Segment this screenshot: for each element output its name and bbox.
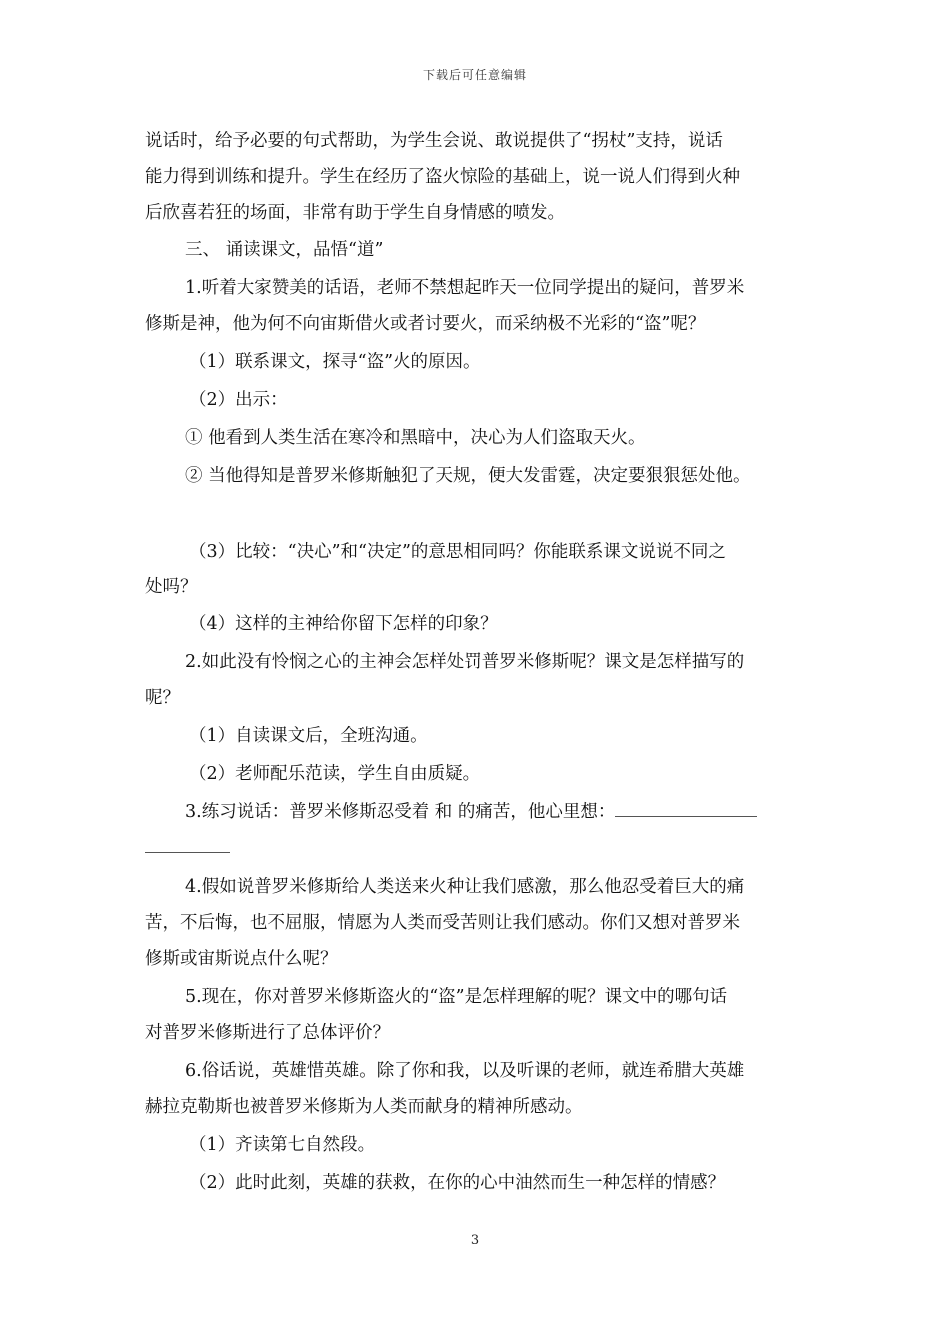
paragraph-line: （1）联系课文，探寻“盗”火的原因。 xyxy=(189,352,481,372)
paragraph-line: 苦，不后悔，也不屈服，情愿为人类而受苦则让我们感动。你们又想对普罗米 xyxy=(145,913,740,933)
paragraph-line: （2）此时此刻，英雄的获救，在你的心中油然而生一种怎样的情感？ xyxy=(189,1173,726,1193)
paragraph-line xyxy=(185,800,757,824)
paragraph-line xyxy=(145,836,230,860)
paragraph-line: 能力得到训练和提升。学生在经历了盗火惊险的基础上，说一说人们得到火种 xyxy=(145,167,740,187)
paragraph-line: （1）齐读第七自然段。 xyxy=(189,1135,376,1155)
paragraph-line: 呢？ xyxy=(145,688,180,708)
paragraph-line: ② 当他得知是普罗米修斯触犯了天规，便大发雷霆，决定要狠狠惩处他。 xyxy=(185,466,751,486)
page-header: 下载后可任意编辑 xyxy=(422,68,527,82)
section-heading: 三、 诵读课文，品悟“道” xyxy=(185,240,384,260)
paragraph-line: ① 他看到人类生活在寒冷和黑暗中，决心为人们盗取天火。 xyxy=(185,428,646,448)
paragraph-line: （3）比较：“决心”和“决定”的意思相同吗？你能联系课文说说不同之 xyxy=(189,542,726,562)
paragraph-line: 1.听着大家赞美的话语，老师不禁想起昨天一位同学提出的疑问，普罗米 xyxy=(185,278,745,298)
paragraph-line: （2）老师配乐范读，学生自由质疑。 xyxy=(189,764,481,784)
paragraph-line: 修斯是神，他为何不向宙斯借火或者讨要火，而采纳极不光彩的“盗”呢？ xyxy=(145,314,706,334)
paragraph-line: 5.现在，你对普罗米修斯盗火的“盗”是怎样理解的呢？课文中的哪句话 xyxy=(185,987,728,1007)
paragraph-line: 4.假如说普罗米修斯给人类送来火种让我们感激，那么他忍受着巨大的痛 xyxy=(185,877,745,897)
paragraph-line: （4）这样的主神给你留下怎样的印象？ xyxy=(189,614,498,634)
paragraph-line: （2）出示： xyxy=(189,390,288,410)
paragraph-line: 2.如此没有怜悯之心的主神会怎样处罚普罗米修斯呢？课文是怎样描写的 xyxy=(185,652,745,672)
paragraph-line: 6.俗话说，英雄惜英雄。除了你和我，以及听课的老师，就连希腊大英雄 xyxy=(185,1061,745,1081)
paragraph-line: 赫拉克勒斯也被普罗米修斯为人类而献身的精神所感动。 xyxy=(145,1097,583,1117)
paragraph-line: 后欣喜若狂的场面，非常有助于学生自身情感的喷发。 xyxy=(145,203,565,223)
answer-blank xyxy=(615,800,757,817)
paragraph-line: 修斯或宙斯说点什么呢？ xyxy=(145,949,338,969)
answer-blank xyxy=(145,836,230,853)
paragraph-line: 处吗？ xyxy=(145,577,198,597)
paragraph-line: 对普罗米修斯进行了总体评价？ xyxy=(145,1023,390,1043)
paragraph-line: （1）自读课文后，全班沟通。 xyxy=(189,726,428,746)
paragraph-line: 说话时，给予必要的句式帮助，为学生会说、敢说提供了“拐杖”支持，说话 xyxy=(145,131,723,151)
exercise-prompt: 3.练习说话：普罗米修斯忍受着 和 的痛苦，他心里想： xyxy=(185,802,616,822)
page-number: 3 xyxy=(470,1233,480,1248)
